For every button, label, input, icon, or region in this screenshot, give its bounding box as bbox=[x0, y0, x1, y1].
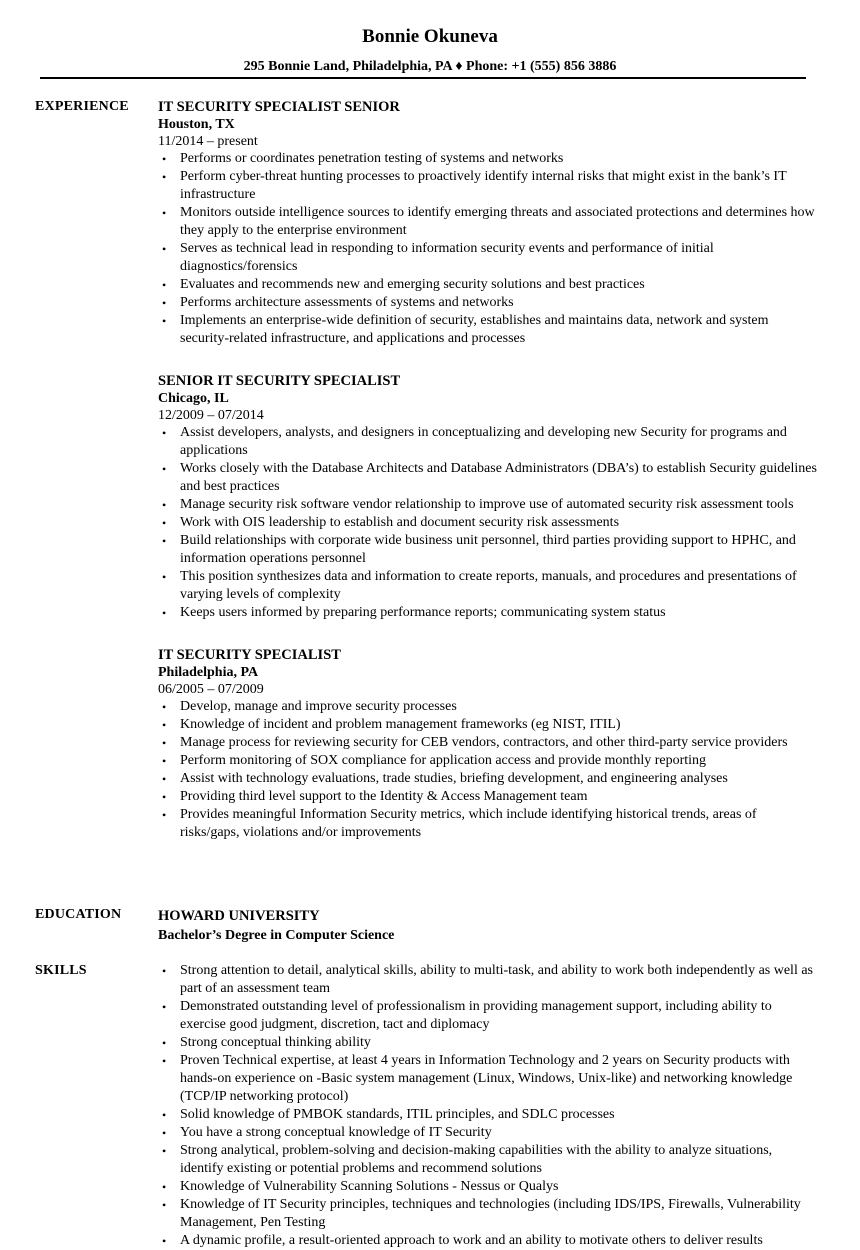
bullet-item bbox=[158, 806, 818, 842]
bullet-icon: • bbox=[162, 462, 167, 476]
job-location: Chicago, IL bbox=[158, 391, 229, 406]
bullet-icon: • bbox=[162, 534, 167, 548]
bullet-icon: • bbox=[162, 1036, 167, 1050]
skill-item bbox=[158, 1232, 818, 1250]
skill-item bbox=[158, 1142, 818, 1178]
job-title: IT SECURITY SPECIALIST SENIOR bbox=[158, 99, 400, 115]
job-entry bbox=[158, 372, 818, 622]
bullet-icon: • bbox=[162, 808, 167, 822]
bullet-text: Work with OIS leadership to establish and document security risk assessments bbox=[180, 515, 620, 530]
skill-item bbox=[158, 1034, 818, 1052]
bullet-item bbox=[158, 240, 818, 276]
bullet-icon: • bbox=[162, 426, 167, 440]
bullet-item bbox=[158, 276, 818, 294]
job-title: IT SECURITY SPECIALIST bbox=[158, 647, 341, 663]
skill-item bbox=[158, 1052, 818, 1106]
bullet-text: Provides meaningful Information Security metrics, which include identifying historical trends, areas of risks/gaps, violations and/or improvements bbox=[180, 807, 757, 840]
bullet-icon: • bbox=[162, 1198, 167, 1212]
bullet-icon: • bbox=[162, 570, 167, 584]
bullet-text: Keeps users informed by preparing performance reports; communicating system status bbox=[180, 605, 666, 620]
bullet-icon: • bbox=[162, 170, 167, 184]
bullet-icon: • bbox=[162, 772, 167, 786]
experience-list bbox=[158, 98, 818, 866]
skill-text: Strong analytical, problem-solving and decision-making capabilities with the ability to analyze situations, identify existing or potential problems and recommend solutions bbox=[180, 1143, 773, 1176]
education-school: HOWARD UNIVERSITY bbox=[158, 908, 320, 924]
skill-text: A dynamic profile, a result-oriented approach to work and an ability to motivate others to deliver results bbox=[180, 1233, 763, 1248]
skill-text: You have a strong conceptual knowledge of IT Security bbox=[180, 1125, 492, 1140]
bullet-icon: • bbox=[162, 498, 167, 512]
candidate-name: Bonnie Okuneva bbox=[362, 26, 498, 47]
education-entry bbox=[158, 906, 818, 946]
skill-text: Strong conceptual thinking ability bbox=[180, 1035, 371, 1050]
bullet-icon: • bbox=[162, 278, 167, 292]
job-dates: 12/2009 – 07/2014 bbox=[158, 408, 264, 423]
skill-text: Knowledge of Vulnerability Scanning Solutions - Nessus or Qualys bbox=[180, 1179, 559, 1194]
bullet-text: Manage security risk software vendor relationship to improve use of automated security risk assessment tools bbox=[180, 497, 794, 512]
bullet-icon: • bbox=[162, 1000, 167, 1014]
bullet-item bbox=[158, 604, 818, 622]
bullet-text: Performs architecture assessments of systems and networks bbox=[180, 295, 514, 310]
bullet-icon: • bbox=[162, 790, 167, 804]
skill-text: Solid knowledge of PMBOK standards, ITIL principles, and SDLC processes bbox=[180, 1107, 615, 1122]
bullet-item bbox=[158, 734, 818, 752]
skill-text: Proven Technical expertise, at least 4 years in Information Technology and 2 years on Security products with hands-on experience on -Basic system management (Linux, Windows, Unix-like) and networking knowledge (TCP/IP networking protocol) bbox=[180, 1053, 793, 1104]
bullet-item bbox=[158, 496, 818, 514]
skill-item bbox=[158, 962, 818, 998]
bullet-text: Manage process for reviewing security for CEB vendors, contractors, and other third-party service providers bbox=[180, 735, 788, 750]
bullet-item bbox=[158, 788, 818, 806]
bullet-icon: • bbox=[162, 1108, 167, 1122]
bullet-text: Serves as technical lead in responding to information security events and performance of initial diagnostics/forensics bbox=[180, 241, 714, 274]
job-bullets bbox=[158, 424, 818, 622]
bullet-text: Assist with technology evaluations, trade studies, briefing development, and engineering analyses bbox=[180, 771, 728, 786]
bullet-item bbox=[158, 770, 818, 788]
bullet-text: Providing third level support to the Identity & Access Management team bbox=[180, 789, 588, 804]
bullet-item bbox=[158, 568, 818, 604]
bullet-item bbox=[158, 312, 818, 348]
bullet-icon: • bbox=[162, 754, 167, 768]
bullet-icon: • bbox=[162, 206, 167, 220]
bullet-text: Build relationships with corporate wide business unit personnel, third parties providing support to HPHC, and information operations personnel bbox=[180, 533, 796, 566]
skills-list bbox=[158, 962, 818, 1250]
skill-item bbox=[158, 1124, 818, 1142]
section-label-education: EDUCATION bbox=[35, 907, 122, 922]
bullet-text: Evaluates and recommends new and emerging security solutions and best practices bbox=[180, 277, 645, 292]
skill-text: Knowledge of IT Security principles, techniques and technologies (including IDS/IPS, Firewalls, Vulnerability Management, Pen Testing bbox=[180, 1197, 801, 1230]
bullet-item bbox=[158, 752, 818, 770]
section-label-experience: EXPERIENCE bbox=[35, 99, 129, 114]
bullet-icon: • bbox=[162, 1054, 167, 1068]
bullet-text: Monitors outside intelligence sources to identify emerging threats and associated protections and determines how they apply to the enterprise environment bbox=[180, 205, 815, 238]
bullet-icon: • bbox=[162, 242, 167, 256]
bullet-text: Perform monitoring of SOX compliance for application access and provide monthly reporting bbox=[180, 753, 707, 768]
job-location: Philadelphia, PA bbox=[158, 665, 259, 680]
bullet-icon: • bbox=[162, 296, 167, 310]
bullet-text: Assist developers, analysts, and designers in conceptualizing and developing new Security for programs and applications bbox=[180, 425, 787, 458]
skill-item bbox=[158, 1178, 818, 1196]
bullet-text: Implements an enterprise-wide definition of security, establishes and maintains data, network and system security-related infrastructure, and applications and processes bbox=[180, 313, 769, 346]
skills-bullets bbox=[158, 962, 818, 1250]
education-degree: Bachelor’s Degree in Computer Science bbox=[158, 928, 395, 943]
bullet-item bbox=[158, 204, 818, 240]
bullet-item bbox=[158, 716, 818, 734]
skill-text: Demonstrated outstanding level of professionalism in providing management support, including ability to exercise good judgment, discretion, tact and diplomacy bbox=[180, 999, 772, 1032]
bullet-item bbox=[158, 532, 818, 568]
bullet-text: Develop, manage and improve security processes bbox=[180, 699, 457, 714]
bullet-text: Perform cyber-threat hunting processes to proactively identify internal risks that might exist in the bank’s IT infrastructure bbox=[180, 169, 787, 202]
bullet-text: Performs or coordinates penetration testing of systems and networks bbox=[180, 151, 564, 166]
bullet-item bbox=[158, 168, 818, 204]
bullet-text: Works closely with the Database Architects and Database Administrators (DBA’s) to establish Security guidelines and best practices bbox=[180, 461, 817, 494]
bullet-icon: • bbox=[162, 516, 167, 530]
bullet-icon: • bbox=[162, 606, 167, 620]
bullet-item bbox=[158, 424, 818, 460]
job-location: Houston, TX bbox=[158, 117, 235, 132]
bullet-icon: • bbox=[162, 1144, 167, 1158]
bullet-text: This position synthesizes data and information to create reports, manuals, and procedures and presentations of varying levels of complexity bbox=[180, 569, 797, 602]
bullet-icon: • bbox=[162, 1180, 167, 1194]
skill-item bbox=[158, 998, 818, 1034]
job-dates: 11/2014 – present bbox=[158, 134, 258, 149]
job-dates: 06/2005 – 07/2009 bbox=[158, 682, 264, 697]
bullet-icon: • bbox=[162, 152, 167, 166]
bullet-icon: • bbox=[162, 1234, 167, 1248]
bullet-icon: • bbox=[162, 1126, 167, 1140]
bullet-icon: • bbox=[162, 718, 167, 732]
job-title: SENIOR IT SECURITY SPECIALIST bbox=[158, 373, 401, 389]
job-entry bbox=[158, 646, 818, 842]
bullet-item bbox=[158, 514, 818, 532]
bullet-text: Knowledge of incident and problem management frameworks (eg NIST, ITIL) bbox=[180, 717, 621, 732]
skill-item bbox=[158, 1106, 818, 1124]
bullet-item bbox=[158, 294, 818, 312]
bullet-icon: • bbox=[162, 736, 167, 750]
header-divider bbox=[40, 77, 806, 79]
job-bullets bbox=[158, 150, 818, 348]
bullet-item bbox=[158, 150, 818, 168]
bullet-icon: • bbox=[162, 700, 167, 714]
job-entry bbox=[158, 98, 818, 348]
bullet-item bbox=[158, 698, 818, 716]
bullet-item bbox=[158, 460, 818, 496]
skill-item bbox=[158, 1196, 818, 1232]
contact-line: 295 Bonnie Land, Philadelphia, PA ♦ Phone: +1 (555) 856 3886 bbox=[243, 59, 617, 74]
bullet-icon: • bbox=[162, 964, 167, 978]
job-bullets bbox=[158, 698, 818, 842]
section-label-skills: SKILLS bbox=[35, 963, 87, 978]
bullet-icon: • bbox=[162, 314, 167, 328]
skill-text: Strong attention to detail, analytical skills, ability to multi-task, and ability to work both independently as well as part of an assessment team bbox=[180, 963, 814, 996]
